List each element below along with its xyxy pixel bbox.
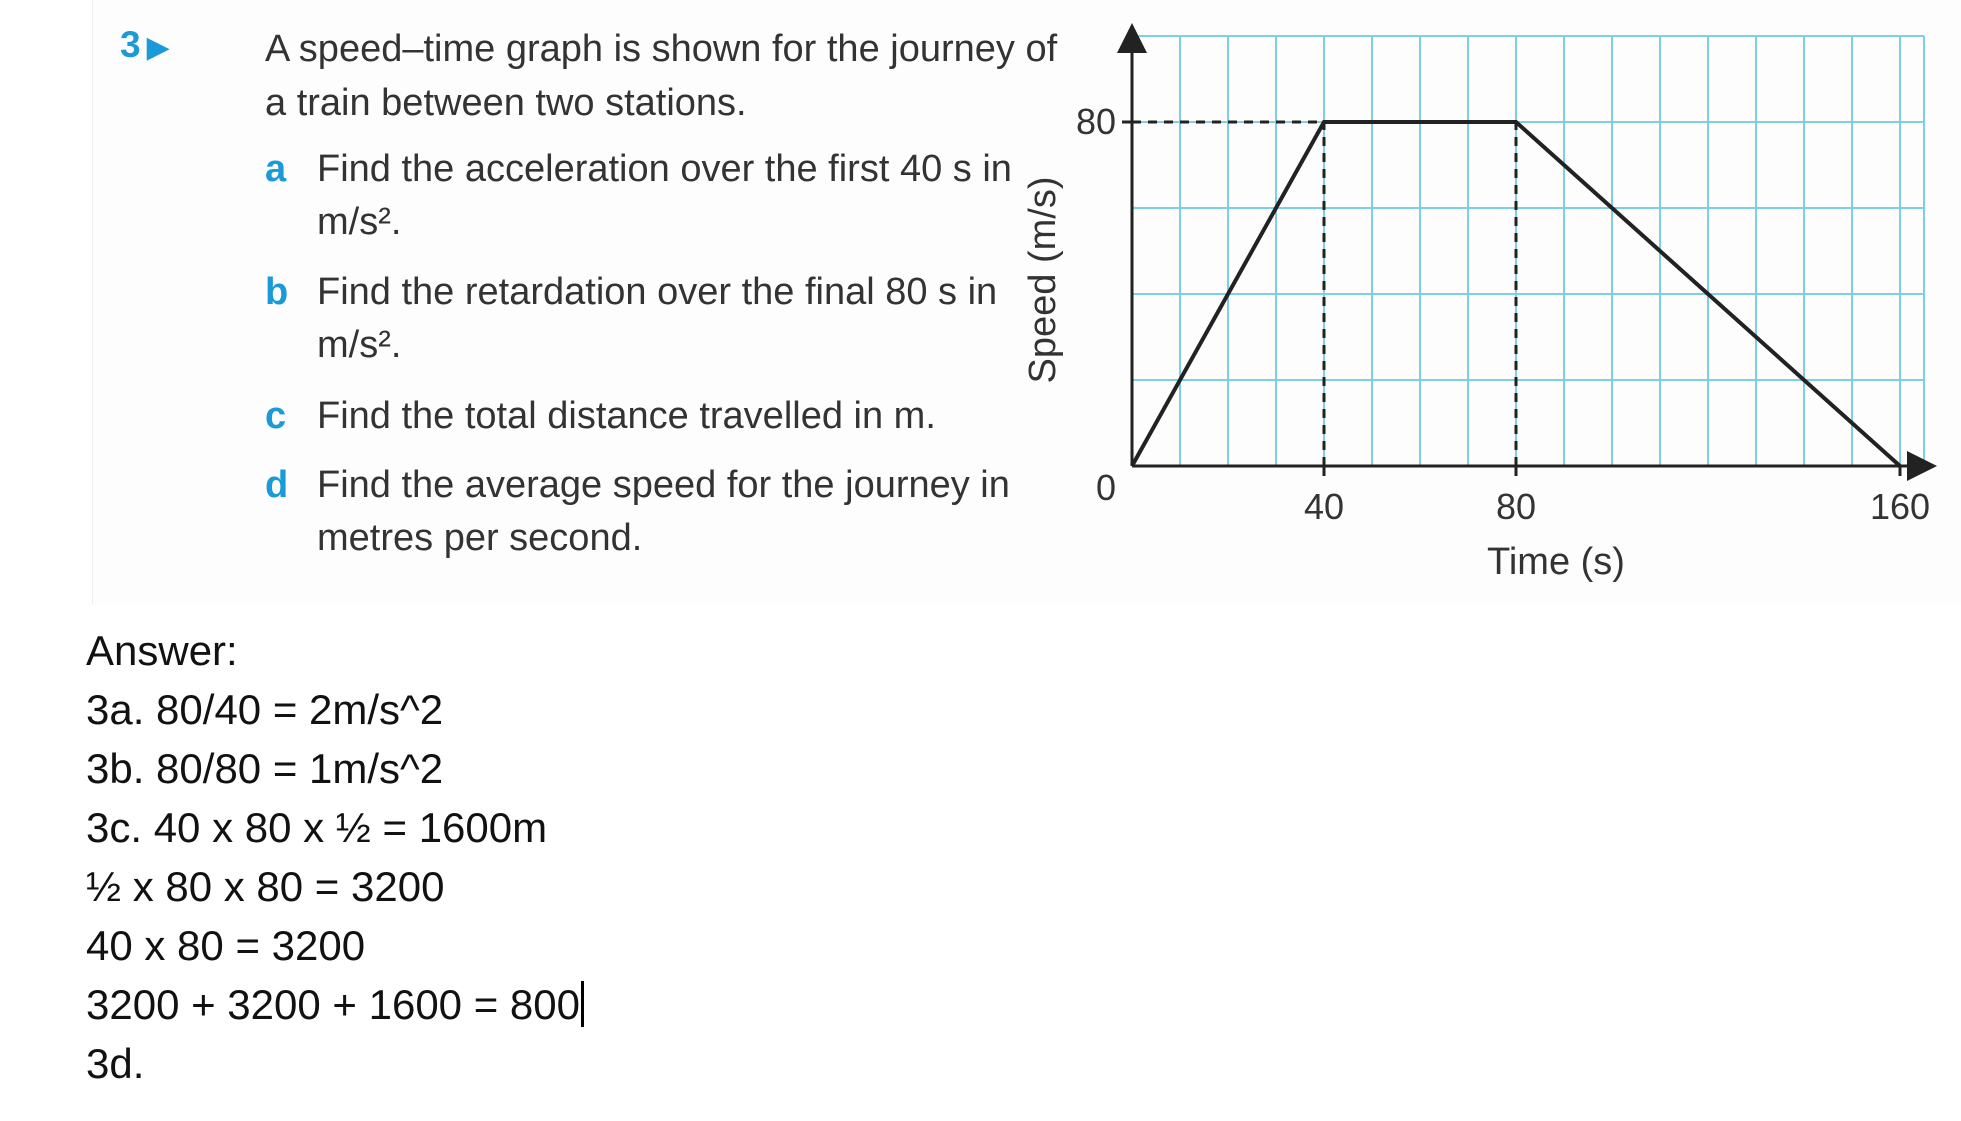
- part-letter: a: [265, 148, 287, 190]
- question-arrow-icon: ▶: [146, 31, 170, 64]
- chart-axes: [1122, 38, 1922, 476]
- text-cursor: [581, 981, 584, 1027]
- answer-line: 40 x 80 = 3200: [86, 922, 366, 969]
- part-letter: c: [265, 395, 287, 437]
- question-intro: A speed–time graph is shown for the journey of a train between two stations.: [265, 28, 1058, 124]
- answer-block[interactable]: [86, 621, 584, 1093]
- x-tick-label: 40: [1303, 486, 1345, 527]
- answer-line: 3b. 80/80 = 1m/s^2: [86, 745, 444, 792]
- answer-line: 3a. 80/40 = 2m/s^2: [86, 686, 444, 733]
- part-text: Find the retardation over the final 80 s in m/s².: [317, 271, 998, 366]
- chart-labels: [1022, 101, 1930, 583]
- origin-label: 0: [1095, 467, 1116, 508]
- answer-line: 3c. 40 x 80 x ½ = 1600m: [86, 804, 548, 851]
- x-tick-label: 80: [1495, 486, 1537, 527]
- part-text: Find the average speed for the journey in metres per second.: [317, 464, 1010, 559]
- answer-line-editing[interactable]: 3200 + 3200 + 1600 = 800: [86, 975, 584, 1034]
- x-tick-label: 160: [1869, 486, 1931, 527]
- part-letter: b: [265, 271, 289, 313]
- y-axis-title: Speed (m/s): [1022, 176, 1064, 384]
- answer-heading: Answer:: [86, 627, 238, 674]
- part-letter: d: [265, 464, 289, 506]
- answer-line: ½ x 80 x 80 = 3200: [86, 863, 445, 910]
- x-axis-title: Time (s): [1487, 541, 1625, 583]
- answer-line: 3d.: [86, 1040, 145, 1087]
- part-text: Find the acceleration over the first 40 s in m/s².: [317, 148, 1012, 243]
- y-tick-label: 80: [1075, 101, 1116, 142]
- question-number: 3 ▶: [120, 24, 170, 65]
- part-text: Find the total distance travelled in m.: [317, 395, 936, 437]
